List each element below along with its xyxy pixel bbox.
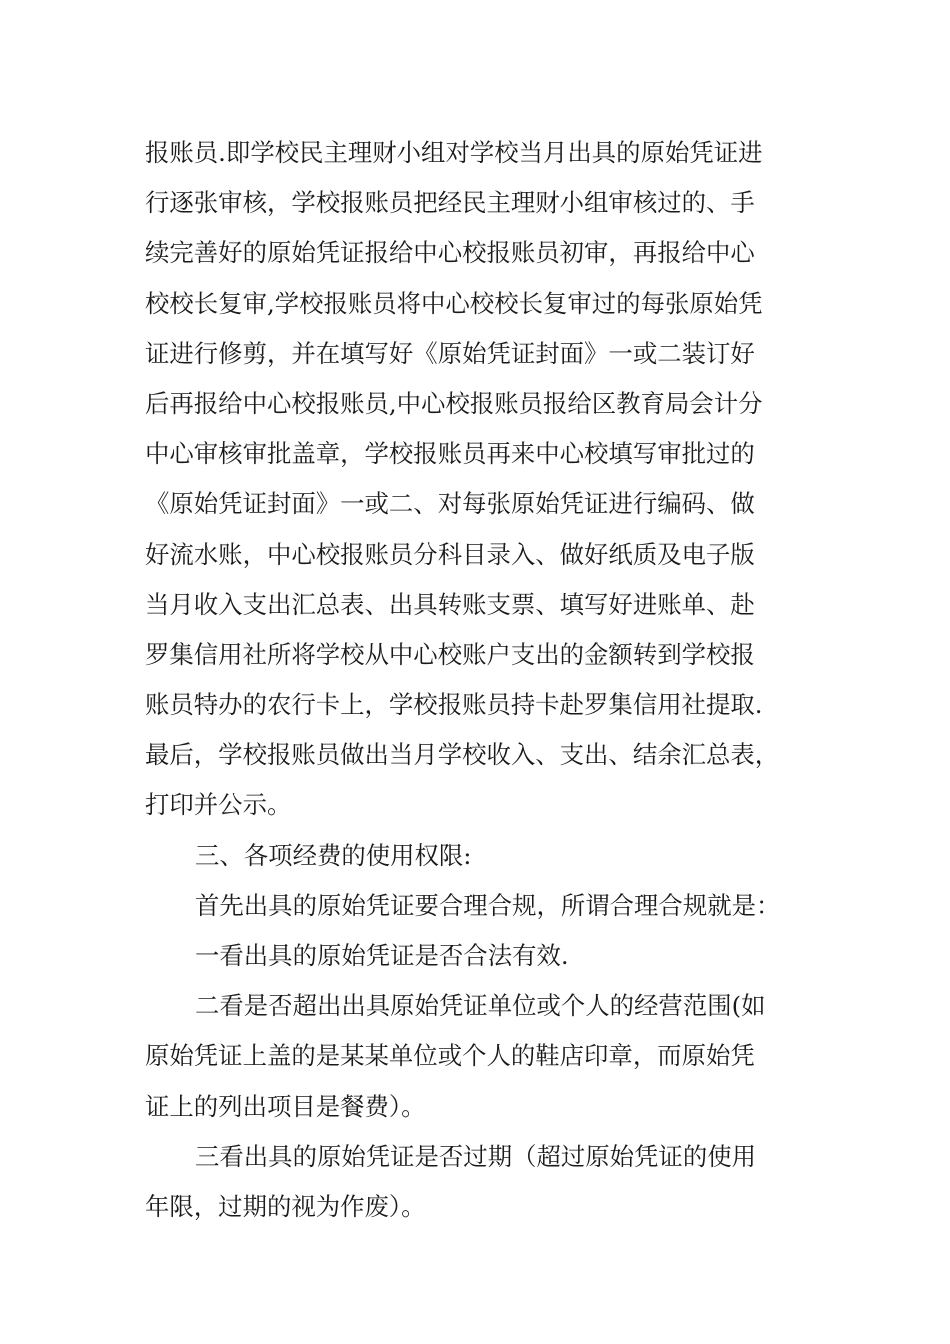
paragraph-check-three (145, 1132, 815, 1232)
text-line: 后再报给中心校报账员,中心校报账员报给区教育局会计分 (145, 388, 763, 418)
text-line: 二看是否超出出具原始凭证单位或个人的经营范围(如 (195, 991, 766, 1021)
text-line: 校校长复审,学校报账员将中心校校长复审过的每张原始凭 (145, 288, 763, 318)
text-line: 打印并公示。 (145, 790, 292, 820)
document-body (145, 128, 815, 1232)
heading-line: 三、各项经费的使用权限: (195, 840, 472, 870)
text-line: 年限，过期的视为作废）。 (145, 1191, 426, 1221)
text-line: 中心审核审批盖章，学校报账员再来中心校填写审批过的 (145, 439, 755, 469)
text-line: 当月收入支出汇总表、出具转账支票、填写好进账单、赴 (145, 589, 755, 619)
text-line: 罗集信用社所将学校从中心校账户支出的金额转到学校报 (145, 639, 755, 669)
text-line: 《原始凭证封面》一或二、对每张原始凭证进行编码、做 (145, 489, 755, 519)
text-line: 好流水账，中心校报账员分科目录入、做好纸质及电子版 (145, 539, 755, 569)
paragraph-reimbursement-process (145, 128, 815, 831)
text-line: 首先出具的原始凭证要合理合规，所谓合理合规就是： (195, 890, 781, 920)
text-line: 行逐张审核，学校报账员把经民主理财小组审核过的、手 (145, 188, 755, 218)
text-line: 证上的列出项目是餐费）。 (145, 1091, 426, 1121)
section-heading-usage-authority (145, 831, 815, 881)
text-line: 原始凭证上盖的是某某单位或个人的鞋店印章，而原始凭 (145, 1041, 755, 1071)
text-line: 三看出具的原始凭证是否过期（超过原始凭证的使用 (195, 1141, 756, 1171)
text-line: 报账员.即学校民主理财小组对学校当月出具的原始凭证进 (145, 138, 763, 167)
text-line: 续完善好的原始凭证报给中心校报账员初审，再报给中心 (145, 238, 755, 268)
text-line: 一看出具的原始凭证是否合法有效. (195, 941, 569, 970)
paragraph-compliance-intro (145, 881, 815, 931)
text-line: 证进行修剪，并在填写好《原始凭证封面》一或二装订好 (145, 338, 755, 368)
text-line: 账员特办的农行卡上，学校报账员持卡赴罗集信用社提取. (145, 690, 763, 720)
text-line: 最后，学校报账员做出当月学校收入、支出、结余汇总表， (145, 740, 780, 770)
paragraph-check-one (145, 931, 815, 981)
paragraph-check-two (145, 981, 815, 1132)
